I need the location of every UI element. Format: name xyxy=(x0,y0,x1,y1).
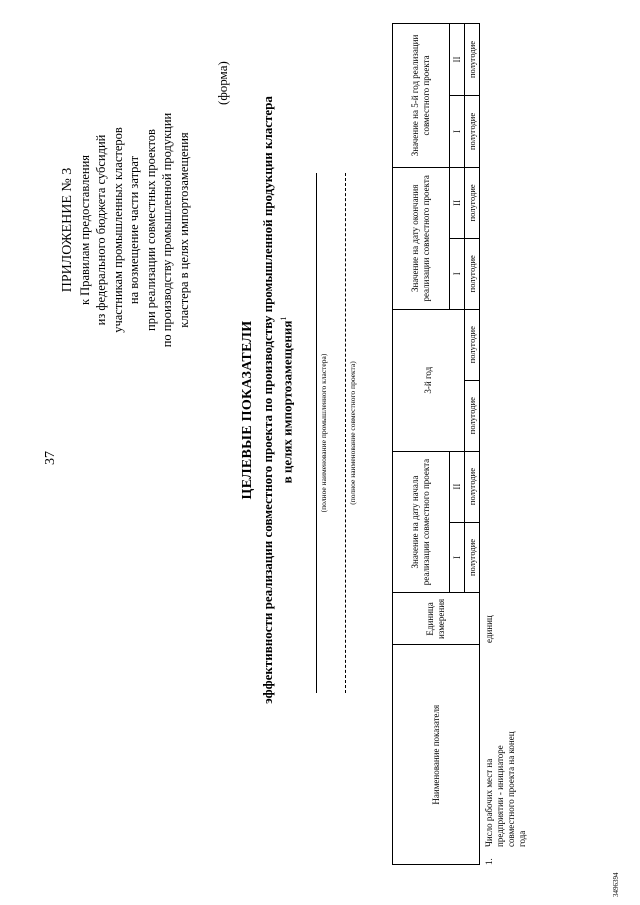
annex-line: участникам промышленных кластеров xyxy=(110,127,125,333)
footnote-mark: 1 xyxy=(279,316,288,321)
annex-block xyxy=(60,85,192,375)
document-id: 3496394 xyxy=(612,872,620,897)
row-unit: единиц xyxy=(484,615,494,643)
half-label: полугодие xyxy=(465,309,480,380)
form-label: (форма) xyxy=(215,61,230,105)
header-name: Наименование показателя xyxy=(393,645,480,865)
header-start-value: Значение на дату начала реализации совместного проекта xyxy=(393,451,450,593)
half-1: I xyxy=(450,522,465,593)
project-name-caption: (полное наименование совместного проекта) xyxy=(348,361,357,505)
subtitle-line: эффективности реализации совместного проекта по производству промышленной продукции кластера xyxy=(260,96,275,704)
annex-line: к Правилам предоставления xyxy=(77,154,92,306)
indicators-table xyxy=(392,23,480,865)
half-label: полугодие xyxy=(465,24,480,96)
page-number: 37 xyxy=(43,451,58,465)
row-number: 1. xyxy=(484,858,494,865)
half-label: полугодие xyxy=(465,238,480,309)
annex-line: на возмещение части затрат xyxy=(127,155,141,305)
half-1: I xyxy=(450,238,465,309)
header-unit: Единица измерения xyxy=(393,593,480,645)
half-label: полугодие xyxy=(465,95,480,167)
half-2: II xyxy=(450,451,465,522)
annex-line: по производству промышленной продукции xyxy=(160,112,174,348)
half-label: полугодие xyxy=(465,522,480,593)
half-label: полугодие xyxy=(465,451,480,522)
cluster-name-line[interactable] xyxy=(316,173,317,693)
document-title: ЦЕЛЕВЫЕ ПОКАЗАТЕЛИ xyxy=(240,320,255,500)
annex-line: кластера в целях импортозамещения xyxy=(176,132,191,328)
header-year-5: Значение на 5-й год реализации совместного проекта xyxy=(393,24,450,168)
header-end-value: Значение на дату окончания реализации совместного проекта xyxy=(393,167,450,309)
half-label: полугодие xyxy=(465,167,480,238)
row-indicator-name: Число рабочих мест на предприятии - инициаторе совместного проекта на конец года xyxy=(484,731,527,847)
document-subtitle xyxy=(260,0,295,815)
annex-line: из федерального бюджета субсидий xyxy=(94,134,108,326)
annex-line: при реализации совместных проектов xyxy=(143,129,158,331)
half-2: II xyxy=(450,24,465,96)
annex-title: ПРИЛОЖЕНИЕ № 3 xyxy=(60,167,75,293)
project-name-line[interactable] xyxy=(345,173,346,693)
header-year-3: 3-й год xyxy=(393,309,465,451)
half-label: полугодие xyxy=(465,380,480,451)
cluster-name-caption: (полное наименование промышленного кластера) xyxy=(319,353,328,513)
half-2: II xyxy=(450,167,465,238)
half-1: I xyxy=(450,95,465,167)
subtitle-line: в целях импортозамещения$^1$ xyxy=(279,316,295,484)
